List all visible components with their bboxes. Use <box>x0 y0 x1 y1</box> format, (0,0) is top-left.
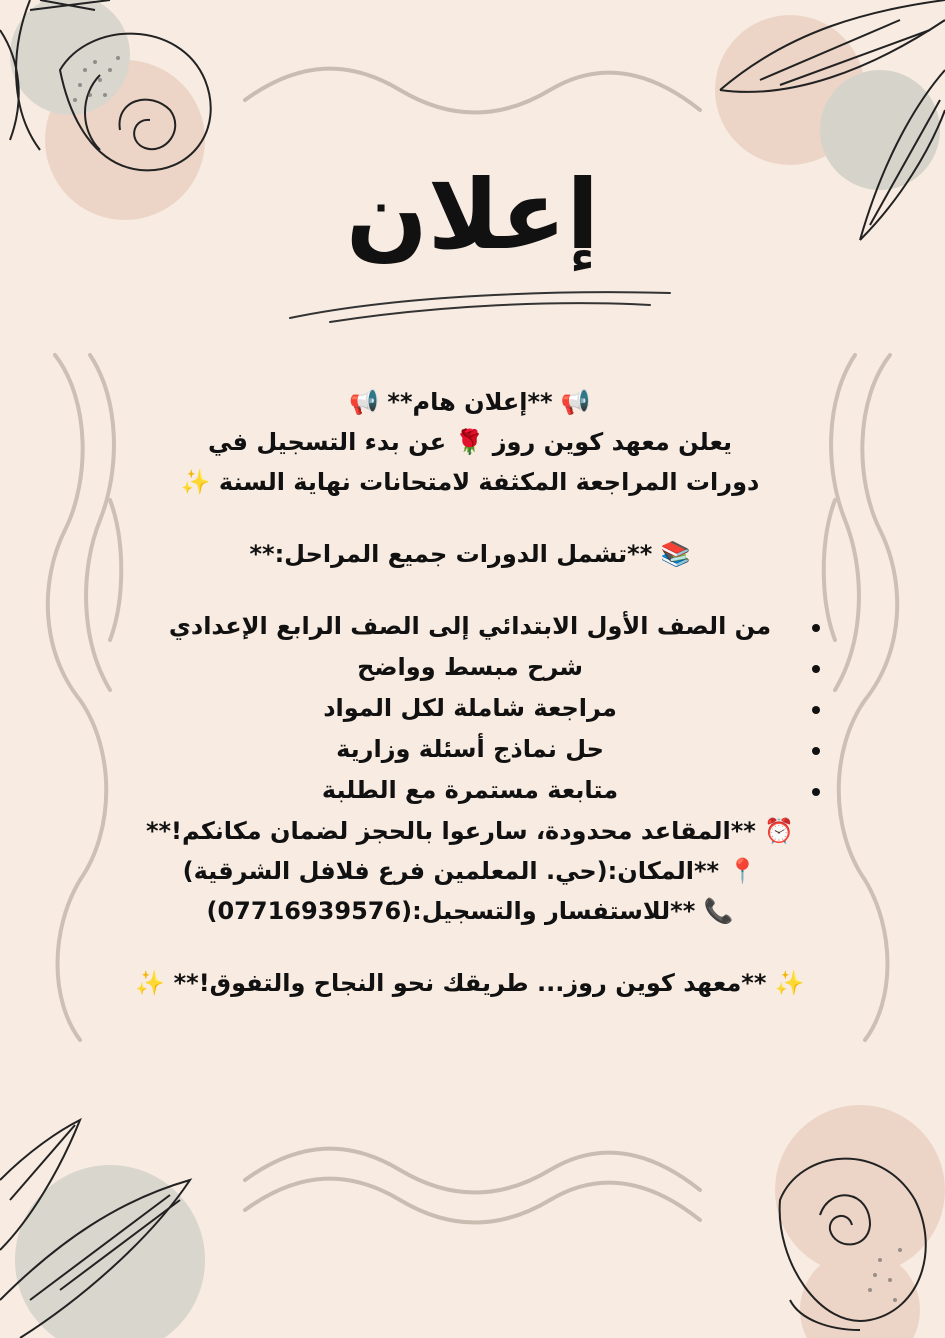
intro-line-1: يعلن معهد كوين روز 🌹 عن بدء التسجيل في <box>207 428 733 456</box>
list-item: مراجعة شاملة لكل المواد <box>120 688 820 729</box>
intro-line-2: دورات المراجعة المكثفة لامتحانات نهاية السنة ✨ <box>180 468 760 496</box>
announcement-heading: 📢 **إعلان هام** 📢 <box>349 388 591 416</box>
location-line: 📍 **المكان:(حي. المعلمين فرع فلافل الشرقية) <box>182 857 758 885</box>
contact-line: 📞 **للاستفسار والتسجيل:(07716939576) <box>206 897 734 925</box>
page-title: إعلان <box>345 159 600 271</box>
announcement-body <box>120 382 820 1003</box>
features-list <box>120 606 820 811</box>
seats-line: ⏰ **المقاعد محدودة، سارعوا بالحجز لضمان مكانكم!** <box>145 817 795 845</box>
list-item: من الصف الأول الابتدائي إلى الصف الرابع الإعدادي <box>120 606 820 647</box>
levels-heading: 📚 **تشمل الدورات جميع المراحل:** <box>249 540 691 568</box>
list-item: شرح مبسط وواضح <box>120 647 820 688</box>
list-item: متابعة مستمرة مع الطلبة <box>120 770 820 811</box>
slogan-line: ✨ **معهد كوين روز... طريقك نحو النجاح والتفوق!** ✨ <box>135 969 805 997</box>
list-item: حل نماذج أسئلة وزارية <box>120 729 820 770</box>
